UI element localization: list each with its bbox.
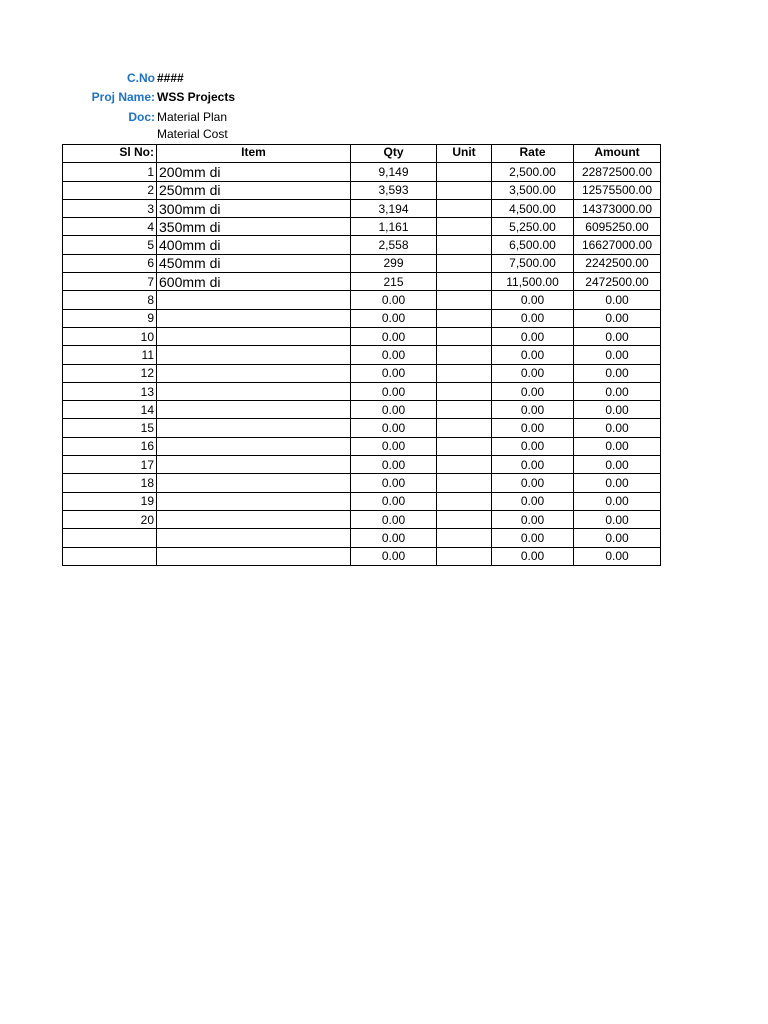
sl-no-cell[interactable]: 5 [63, 236, 157, 254]
amount-cell[interactable]: 0.00 [574, 547, 661, 565]
unit-cell[interactable] [437, 199, 492, 217]
amount-cell[interactable]: 0.00 [574, 346, 661, 364]
qty-cell[interactable]: 0.00 [351, 492, 437, 510]
sl-no-cell[interactable]: 8 [63, 291, 157, 309]
amount-cell[interactable]: 22872500.00 [574, 163, 661, 181]
qty-cell[interactable]: 215 [351, 273, 437, 291]
amount-cell[interactable]: 0.00 [574, 291, 661, 309]
qty-cell[interactable]: 0.00 [351, 510, 437, 528]
rate-cell[interactable]: 11,500.00 [492, 273, 574, 291]
unit-cell[interactable] [437, 474, 492, 492]
table-header-row [63, 145, 661, 163]
item-cell[interactable] [157, 291, 351, 309]
item-cell[interactable]: 300mm di [157, 199, 351, 217]
unit-cell[interactable] [437, 291, 492, 309]
document-header [62, 69, 362, 143]
qty-cell[interactable]: 299 [351, 254, 437, 272]
qty-cell[interactable]: 0.00 [351, 529, 437, 547]
qty-cell[interactable]: 0.00 [351, 437, 437, 455]
rate-cell[interactable]: 0.00 [492, 547, 574, 565]
rate-cell[interactable]: 0.00 [492, 346, 574, 364]
item-cell[interactable] [157, 364, 351, 382]
subtitle-row [62, 126, 362, 143]
unit-cell[interactable] [437, 254, 492, 272]
qty-cell[interactable]: 0.00 [351, 474, 437, 492]
table-row [63, 199, 661, 217]
table-row [63, 254, 661, 272]
unit-cell[interactable] [437, 218, 492, 236]
column-header-rate: Rate [492, 145, 574, 163]
qty-cell[interactable]: 0.00 [351, 327, 437, 345]
table-row [63, 419, 661, 437]
item-cell[interactable]: 450mm di [157, 254, 351, 272]
unit-cell[interactable] [437, 437, 492, 455]
column-header-item: Item [157, 145, 351, 163]
rate-cell[interactable]: 0.00 [492, 474, 574, 492]
sl-no-cell[interactable]: 3 [63, 199, 157, 217]
item-cell[interactable] [157, 529, 351, 547]
item-cell[interactable]: 200mm di [157, 163, 351, 181]
table-body [63, 163, 661, 566]
table-row [63, 547, 661, 565]
item-cell[interactable] [157, 456, 351, 474]
unit-cell[interactable] [437, 327, 492, 345]
sl-no-cell[interactable]: 10 [63, 327, 157, 345]
table-row [63, 474, 661, 492]
sl-no-cell[interactable]: 15 [63, 419, 157, 437]
sl-no-cell[interactable]: 6 [63, 254, 157, 272]
table-row [63, 382, 661, 400]
qty-cell[interactable]: 0.00 [351, 456, 437, 474]
column-header-sl-no: Sl No: [63, 145, 157, 163]
proj-name-label: Proj Name: [91, 90, 155, 104]
table-row [63, 309, 661, 327]
item-cell[interactable] [157, 419, 351, 437]
amount-cell[interactable]: 6095250.00 [574, 218, 661, 236]
doc-row [62, 108, 362, 126]
qty-cell[interactable]: 0.00 [351, 364, 437, 382]
table-row [63, 327, 661, 345]
qty-cell[interactable]: 0.00 [351, 291, 437, 309]
unit-cell[interactable] [437, 547, 492, 565]
sl-no-cell[interactable]: 14 [63, 401, 157, 419]
table-row [63, 346, 661, 364]
rate-cell[interactable]: 0.00 [492, 529, 574, 547]
item-cell[interactable]: 600mm di [157, 273, 351, 291]
table-row [63, 236, 661, 254]
sl-no-cell[interactable]: 7 [63, 273, 157, 291]
table-row [63, 364, 661, 382]
item-cell[interactable] [157, 437, 351, 455]
sl-no-cell[interactable]: 9 [63, 309, 157, 327]
cno-value: #### [157, 71, 184, 85]
sl-no-cell[interactable]: 4 [63, 218, 157, 236]
proj-name-value: WSS Projects [157, 90, 236, 104]
amount-cell[interactable]: 2472500.00 [574, 273, 661, 291]
unit-cell[interactable] [437, 364, 492, 382]
sl-no-cell[interactable]: 13 [63, 382, 157, 400]
qty-cell[interactable]: 9,149 [351, 163, 437, 181]
amount-cell[interactable]: 16627000.00 [574, 236, 661, 254]
amount-cell[interactable]: 0.00 [574, 437, 661, 455]
amount-cell[interactable]: 0.00 [574, 456, 661, 474]
unit-cell[interactable] [437, 181, 492, 199]
unit-cell[interactable] [437, 456, 492, 474]
sl-no-cell[interactable]: 1 [63, 163, 157, 181]
material-cost-table [62, 144, 661, 566]
table-row [63, 456, 661, 474]
column-header-amount: Amount [574, 145, 661, 163]
amount-cell[interactable]: 12575500.00 [574, 181, 661, 199]
unit-cell[interactable] [437, 346, 492, 364]
unit-cell[interactable] [437, 309, 492, 327]
sl-no-cell[interactable]: 20 [63, 510, 157, 528]
sl-no-cell[interactable]: 2 [63, 181, 157, 199]
item-cell[interactable] [157, 401, 351, 419]
sl-no-cell[interactable]: 12 [63, 364, 157, 382]
column-header-qty: Qty [351, 145, 437, 163]
item-cell[interactable] [157, 382, 351, 400]
table-row [63, 492, 661, 510]
table-row [63, 218, 661, 236]
rate-cell[interactable]: 0.00 [492, 309, 574, 327]
amount-cell[interactable]: 14373000.00 [574, 199, 661, 217]
item-cell[interactable] [157, 309, 351, 327]
item-cell[interactable] [157, 547, 351, 565]
rate-cell[interactable]: 0.00 [492, 364, 574, 382]
qty-cell[interactable]: 0.00 [351, 382, 437, 400]
unit-cell[interactable] [437, 382, 492, 400]
item-cell[interactable] [157, 474, 351, 492]
rate-cell[interactable]: 0.00 [492, 456, 574, 474]
item-cell[interactable]: 400mm di [157, 236, 351, 254]
qty-cell[interactable]: 1,161 [351, 218, 437, 236]
amount-cell[interactable]: 0.00 [574, 474, 661, 492]
subtitle: Material Cost [157, 127, 228, 141]
rate-cell[interactable]: 4,500.00 [492, 199, 574, 217]
item-cell[interactable] [157, 492, 351, 510]
rate-cell[interactable]: 2,500.00 [492, 163, 574, 181]
column-header-unit: Unit [437, 145, 492, 163]
amount-cell[interactable]: 0.00 [574, 327, 661, 345]
cno-row [62, 69, 362, 88]
amount-cell[interactable]: 0.00 [574, 492, 661, 510]
unit-cell[interactable] [437, 419, 492, 437]
sl-no-cell[interactable]: 16 [63, 437, 157, 455]
qty-cell[interactable]: 0.00 [351, 419, 437, 437]
unit-cell[interactable] [437, 163, 492, 181]
rate-cell[interactable]: 0.00 [492, 437, 574, 455]
table-row [63, 181, 661, 199]
amount-cell[interactable]: 0.00 [574, 401, 661, 419]
item-cell[interactable] [157, 327, 351, 345]
table-row [63, 273, 661, 291]
item-cell[interactable]: 350mm di [157, 218, 351, 236]
rate-cell[interactable]: 3,500.00 [492, 181, 574, 199]
cno-label: C.No [127, 71, 155, 85]
doc-value: Material Plan [157, 110, 228, 124]
rate-cell[interactable]: 7,500.00 [492, 254, 574, 272]
sl-no-cell[interactable]: 19 [63, 492, 157, 510]
unit-cell[interactable] [437, 510, 492, 528]
table-row [63, 163, 661, 181]
qty-cell[interactable]: 0.00 [351, 401, 437, 419]
sl-no-cell[interactable]: 18 [63, 474, 157, 492]
rate-cell[interactable]: 0.00 [492, 510, 574, 528]
amount-cell[interactable]: 0.00 [574, 419, 661, 437]
rate-cell[interactable]: 0.00 [492, 492, 574, 510]
rate-cell[interactable]: 6,500.00 [492, 236, 574, 254]
proj-name-row [62, 88, 362, 108]
rate-cell[interactable]: 0.00 [492, 401, 574, 419]
unit-cell[interactable] [437, 273, 492, 291]
table-row [63, 401, 661, 419]
unit-cell[interactable] [437, 529, 492, 547]
sl-no-cell[interactable] [63, 547, 157, 565]
amount-cell[interactable]: 0.00 [574, 529, 661, 547]
item-cell[interactable] [157, 510, 351, 528]
qty-cell[interactable]: 3,593 [351, 181, 437, 199]
table-row [63, 291, 661, 309]
qty-cell[interactable]: 3,194 [351, 199, 437, 217]
amount-cell[interactable]: 0.00 [574, 364, 661, 382]
amount-cell[interactable]: 0.00 [574, 510, 661, 528]
rate-cell[interactable]: 0.00 [492, 327, 574, 345]
rate-cell[interactable]: 0.00 [492, 382, 574, 400]
table-row [63, 437, 661, 455]
qty-cell[interactable]: 0.00 [351, 309, 437, 327]
sl-no-cell[interactable]: 17 [63, 456, 157, 474]
qty-cell[interactable]: 0.00 [351, 547, 437, 565]
unit-cell[interactable] [437, 236, 492, 254]
item-cell[interactable] [157, 346, 351, 364]
rate-cell[interactable]: 0.00 [492, 419, 574, 437]
rate-cell[interactable]: 5,250.00 [492, 218, 574, 236]
amount-cell[interactable]: 0.00 [574, 309, 661, 327]
amount-cell[interactable]: 2242500.00 [574, 254, 661, 272]
sl-no-cell[interactable]: 11 [63, 346, 157, 364]
doc-label: Doc: [128, 110, 155, 124]
unit-cell[interactable] [437, 401, 492, 419]
unit-cell[interactable] [437, 492, 492, 510]
qty-cell[interactable]: 2,558 [351, 236, 437, 254]
qty-cell[interactable]: 0.00 [351, 346, 437, 364]
item-cell[interactable]: 250mm di [157, 181, 351, 199]
table-row [63, 510, 661, 528]
sl-no-cell[interactable] [63, 529, 157, 547]
amount-cell[interactable]: 0.00 [574, 382, 661, 400]
rate-cell[interactable]: 0.00 [492, 291, 574, 309]
table-row [63, 529, 661, 547]
